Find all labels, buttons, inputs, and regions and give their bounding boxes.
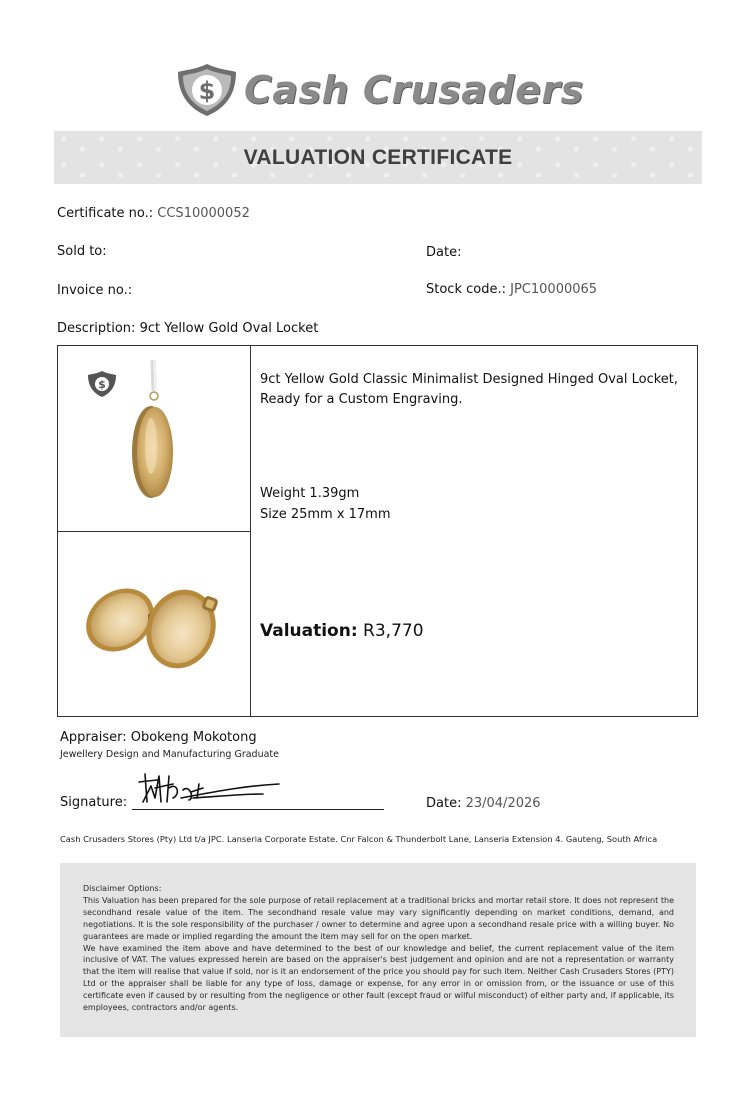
item-description-line: Ready for a Custom Engraving. <box>260 392 463 407</box>
date-label: Date: <box>426 245 462 260</box>
valuation-label: Valuation: <box>260 621 358 641</box>
appraiser-title: Jewellery Design and Manufacturing Graduate <box>60 749 279 760</box>
appraisal-date-field <box>426 796 541 811</box>
appraiser-field <box>60 730 257 745</box>
signature-label: Signature: <box>60 795 128 810</box>
brand-logo <box>176 60 586 120</box>
description-label: Description: <box>57 321 136 336</box>
appraisal-date-label: Date: <box>426 796 462 811</box>
valuation-amount <box>260 621 424 641</box>
watermark-shield-icon <box>88 371 116 397</box>
appraisal-date-value: 23/04/2026 <box>465 796 541 811</box>
stock-code-label: Stock code.: <box>426 282 506 297</box>
signature-line <box>132 809 384 810</box>
signature-image <box>133 768 283 812</box>
dollar-shield-icon <box>176 62 238 118</box>
sold-to-label: Sold to: <box>57 244 107 259</box>
item-description <box>260 370 688 410</box>
appraiser-label: Appraiser: <box>60 730 127 745</box>
stock-code-field <box>426 282 597 297</box>
locket-closed-photo <box>58 346 250 531</box>
certificate-number-label: Certificate no.: <box>57 206 154 221</box>
disclaimer-paragraph: This Valuation has been prepared for the sole purpose of retail replacement at a traditional bricks and mortar retail store. It does not represent the secondhand resale value of the item. The secondhand resale value may vary significantly depending on market conditions, demand, and negotiations. It is the sole responsibility of the purchaser / owner to determine and agree upon a secondhand resale price with a willing buyer. No guarantees are made or implied regarding the amount the item may sell for on the open market. <box>83 895 674 941</box>
disclaimer-heading: Disclaimer Options: <box>83 884 162 893</box>
certificate-title: VALUATION CERTIFICATE <box>243 145 513 169</box>
locket-open-photo <box>58 532 250 716</box>
item-description-line: 9ct Yellow Gold Classic Minimalist Designed Hinged Oval Locket, <box>260 372 679 387</box>
stock-code-value: JPC10000065 <box>510 282 598 297</box>
valuation-value: R3,770 <box>363 621 424 641</box>
appraiser-name: Obokeng Mokotong <box>130 730 257 745</box>
company-address: Cash Crusaders Stores (Pty) Ltd t/a JPC. Lanseria Corporate Estate. Cnr Falcon & Thunderbolt Lane, Lanseria Extension 4. Gauteng, South Africa <box>60 834 658 844</box>
svg-text:$: $ <box>98 378 106 391</box>
disclaimer-box <box>60 863 696 1037</box>
description-field <box>57 321 318 336</box>
item-weight: Weight 1.39gm <box>260 486 360 501</box>
disclaimer-paragraph: We have examined the item above and have determined to the best of our knowledge and belief, the current replacement value of the item inclusive of VAT. The values expressed herein are based on the appraiser's best judgement and opinion and are not a representation or warranty that the item will realise that value if sold, nor is it an endorsement of the price you should pay for such item. Neither Cash Crusaders Stores (PTY) Ltd or the appraiser shall be liable for any type of loss, damage or expense, for any error in or omission from, or the issuance or use of this certificate even if caused by or resulting from the negligence or other fault (except fraud or wilful misconduct) of either party and, if applicable, its employees, contractors and/or agents. <box>83 943 674 1013</box>
brand-name: Cash Crusaders <box>244 68 584 112</box>
certificate-number-field <box>57 206 250 221</box>
invoice-number-label: Invoice no.: <box>57 283 133 298</box>
item-size: Size 25mm x 17mm <box>260 507 391 522</box>
description-value: 9ct Yellow Gold Oval Locket <box>139 321 319 336</box>
certificate-banner <box>54 131 702 184</box>
svg-text:$: $ <box>198 77 216 105</box>
certificate-number-value: CCS10000052 <box>157 206 250 221</box>
